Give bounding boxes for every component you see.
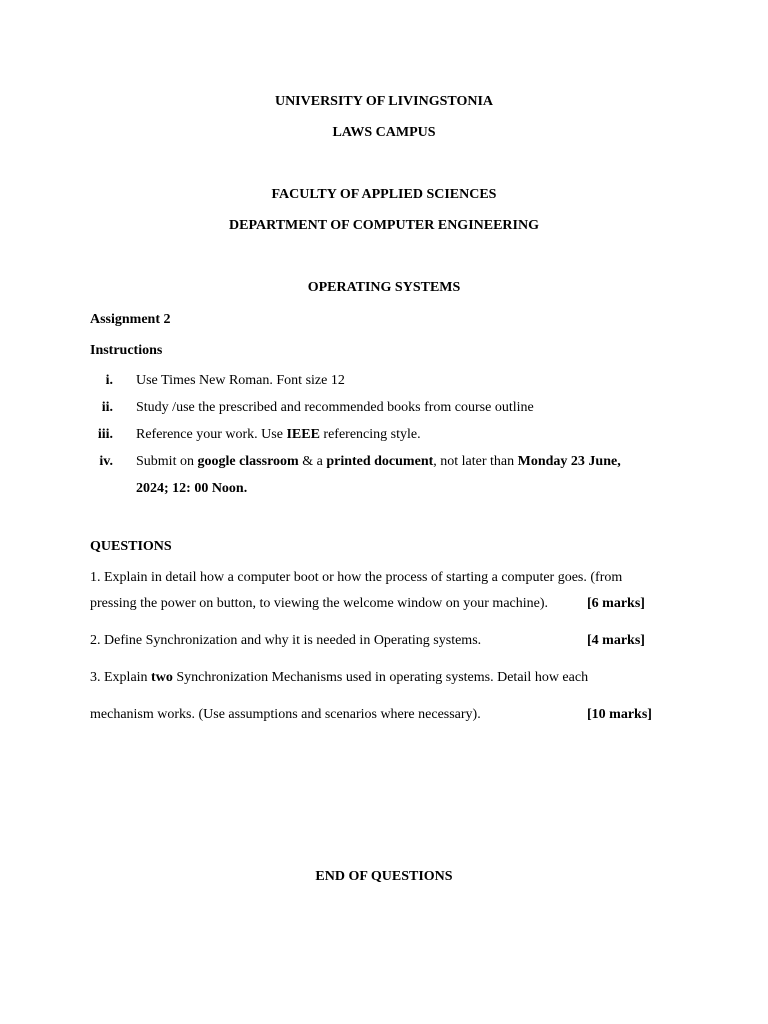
ieee-emphasis: IEEE [286,427,320,442]
instruction-text-part: , not later than [433,454,518,469]
instructions-heading: Instructions [90,343,163,358]
question-text [90,669,588,687]
deadline-date: Monday 23 June, [517,454,621,469]
department-name: DEPARTMENT OF COMPUTER ENGINEERING [229,218,539,233]
question-text: 2. Define Synchronization and why it is needed in Operating systems. [90,633,482,648]
university-name: UNIVERSITY OF LIVINGSTONIA [274,94,494,109]
instruction-text [136,453,621,471]
instruction-text [136,426,421,444]
instruction-numeral: iv. [99,454,113,469]
question-text: 1. Explain in detail how a computer boot or how the process of starting a computer goes. (from [90,570,623,585]
course-title: OPERATING SYSTEMS [307,280,461,295]
instruction-text: Study /use the prescribed and recommended books from course outline [136,400,534,415]
deadline-time: 2024; 12: 00 Noon. [136,481,248,496]
question-marks: [4 marks] [587,633,645,648]
question-text: pressing the power on button, to viewing the welcome window on your machine). [90,596,549,611]
question-marks: [6 marks] [587,596,645,611]
question-text-part: 3. Explain [90,670,152,685]
instruction-numeral: i. [105,373,113,388]
question-text-part: Synchronization Mechanisms used in operating systems. Detail how each [172,670,589,685]
question-marks: [10 marks] [587,707,652,722]
instruction-numeral: ii. [101,400,113,415]
submission-format: printed document [326,454,434,469]
instruction-text-part: referencing style. [319,427,421,442]
end-of-questions: END OF QUESTIONS [315,869,453,884]
question-emphasis: two [151,670,173,685]
instruction-text-part: Submit on [136,454,198,469]
instruction-numeral: iii. [97,427,113,442]
questions-heading: QUESTIONS [90,539,172,554]
campus-name: LAWS CAMPUS [332,125,436,140]
question-text: mechanism works. (Use assumptions and scenarios where necessary). [90,707,481,722]
instruction-text-part: Reference your work. Use [136,427,287,442]
instruction-text: Use Times New Roman. Font size 12 [136,373,345,388]
assignment-title: Assignment 2 [90,312,171,327]
faculty-name: FACULTY OF APPLIED SCIENCES [271,187,497,202]
instruction-text-part: & a [298,454,327,469]
submission-platform: google classroom [197,454,299,469]
